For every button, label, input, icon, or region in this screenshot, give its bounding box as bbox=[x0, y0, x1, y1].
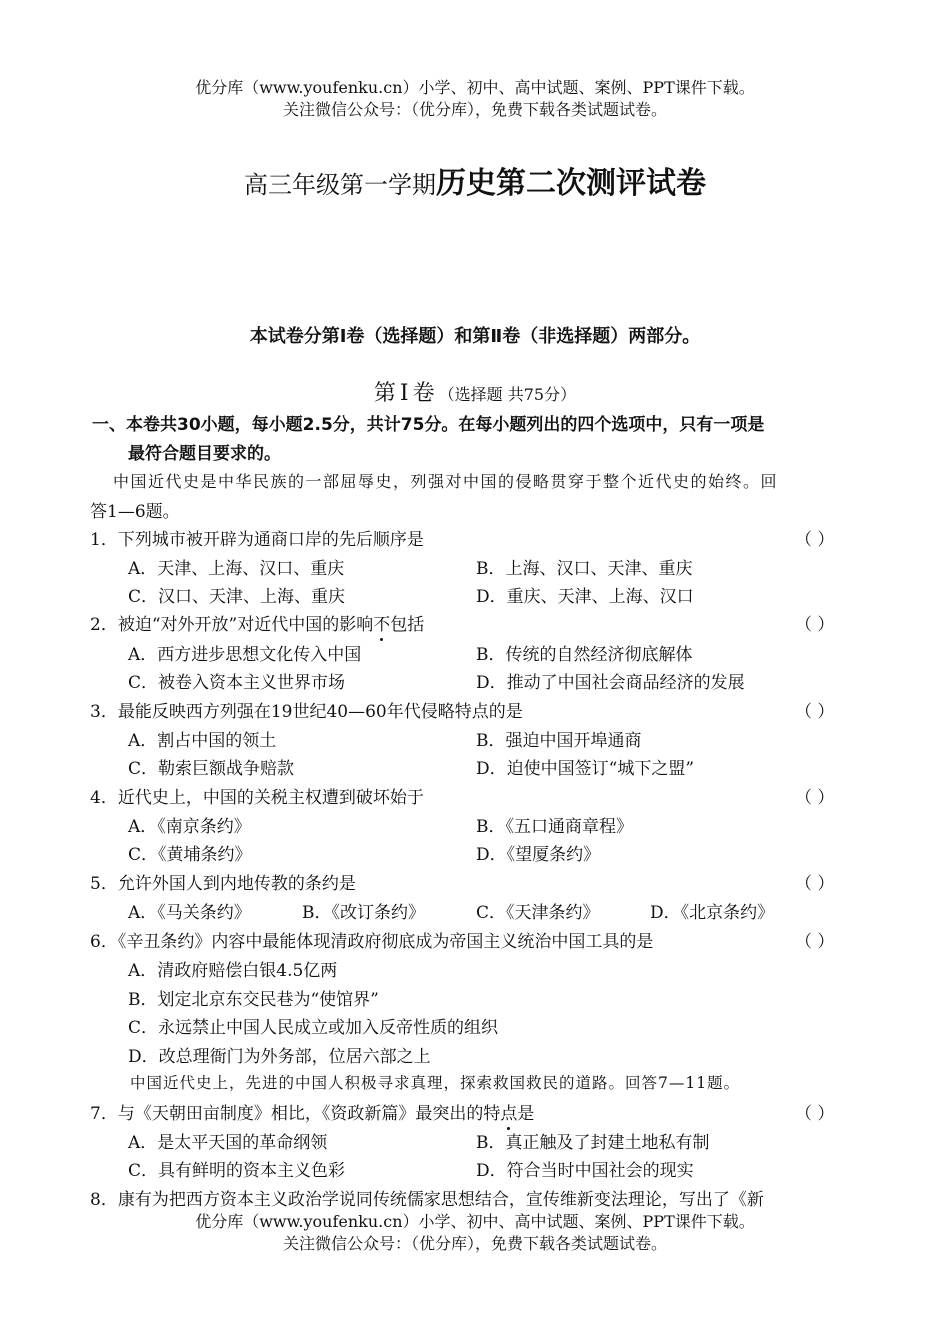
question-2-option-c: C．被卷入资本主义世界市场 bbox=[128, 673, 346, 693]
question-1-option-d: D．重庆、天津、上海、汉口 bbox=[476, 587, 694, 607]
exam-intro: 本试卷分第Ⅰ卷（选择题）和第Ⅱ卷（非选择题）两部分。 bbox=[249, 326, 701, 347]
question-1-option-a: A．天津、上海、汉口、重庆 bbox=[128, 559, 345, 579]
question-7-stem-emphasis: 点 bbox=[500, 1104, 518, 1124]
question-2-stem-before: 2．被迫“对外开放”对近代中国的影响 bbox=[90, 615, 374, 635]
question-1-stem: 1．下列城市被开辟为通商口岸的先后顺序是 bbox=[90, 530, 424, 550]
question-5-answer-blank: （ ） bbox=[795, 874, 835, 894]
question-3-option-c: C．勒索巨额战争赔款 bbox=[128, 759, 295, 779]
question-7-option-b: B．真正触及了封建土地私有制 bbox=[476, 1133, 710, 1153]
question-3-answer-blank: （ ） bbox=[795, 702, 835, 722]
question-6-stem: 6．《辛丑条约》内容中最能体现清政府彻底成为帝国主义统治中国工具的是 bbox=[90, 932, 654, 952]
question-6-answer-blank: （ ） bbox=[795, 932, 835, 952]
footer-line-2: 关注微信公众号：（优分库），免费下载各类试题试卷。 bbox=[282, 1234, 667, 1253]
question-3-option-a: A．割占中国的领土 bbox=[128, 731, 277, 751]
question-7-stem-before: 7．与《天朝田亩制度》相比，《资政新篇》最突出的特 bbox=[90, 1104, 501, 1124]
part-one-title: 第Ⅰ卷 bbox=[373, 381, 439, 406]
part-one-subtitle: （选择题 共75分） bbox=[438, 385, 577, 404]
question-2-stem-emphasis: 不 bbox=[373, 615, 391, 635]
question-5-option-d: D．《北京条约》 bbox=[650, 903, 775, 923]
part-one-heading bbox=[0, 376, 950, 407]
question-2-answer-blank: （ ） bbox=[795, 615, 835, 635]
question-8-stem: 8．康有为把西方资本主义政治学说同传统儒家思想结合，宣传维新变法理论，写出了《新 bbox=[90, 1190, 764, 1210]
passage-1-line-2: 答1—6题。 bbox=[90, 502, 180, 522]
title-part-2: 历史第二次测评试卷 bbox=[436, 166, 706, 201]
question-2-stem bbox=[90, 610, 424, 635]
question-1-option-b: B．上海、汉口、天津、重庆 bbox=[476, 559, 693, 579]
question-6-option-d: D．改总理衙门为外务部，位居六部之上 bbox=[128, 1047, 431, 1067]
question-4-option-a: A．《南京条约》 bbox=[128, 817, 251, 837]
question-2-option-a: A．西方进步思想文化传入中国 bbox=[128, 645, 362, 665]
question-5-option-c: C．《天津条约》 bbox=[476, 903, 600, 923]
passage-1-line-1: 中国近代史是中华民族的一部屈辱史，列强对中国的侵略贯穿于整个近代史的始终。回 bbox=[113, 472, 779, 491]
question-4-option-d: D．《望厦条约》 bbox=[476, 845, 601, 865]
footer-line-1: 优分库（www.youfenku.cn）小学、初中、高中试题、案例、PPT课件下载。 bbox=[195, 1212, 755, 1231]
question-7-option-c: C．具有鲜明的资本主义色彩 bbox=[128, 1161, 346, 1181]
question-7-option-d: D．符合当时中国社会的现实 bbox=[476, 1161, 694, 1181]
question-7-option-a: A．是太平天国的革命纲领 bbox=[128, 1133, 328, 1153]
question-4-option-c: C．《黄埔条约》 bbox=[128, 845, 252, 865]
page-title bbox=[0, 158, 950, 202]
question-4-stem: 4．近代史上，中国的关税主权遭到破坏始于 bbox=[90, 788, 424, 808]
question-6-option-c: C．永远禁止中国人民成立或加入反帝性质的组织 bbox=[128, 1018, 499, 1038]
question-2-option-d: D．推动了中国社会商品经济的发展 bbox=[476, 673, 745, 693]
question-6-option-b: B．划定北京东交民巷为“使馆界” bbox=[128, 990, 379, 1010]
question-5-option-b: B．《改订条约》 bbox=[302, 903, 425, 923]
question-7-answer-blank: （ ） bbox=[795, 1104, 835, 1124]
question-2-stem-after: 包括 bbox=[390, 615, 425, 635]
question-4-answer-blank: （ ） bbox=[795, 788, 835, 808]
question-5-stem: 5．允许外国人到内地传教的条约是 bbox=[90, 874, 356, 894]
question-3-stem: 3．最能反映西方列强在19世纪40—60年代侵略特点的是 bbox=[90, 702, 523, 722]
question-2-option-b: B．传统的自然经济彻底解体 bbox=[476, 645, 693, 665]
question-1-option-c: C．汉口、天津、上海、重庆 bbox=[128, 587, 346, 607]
title-part-1: 高三年级第一学期 bbox=[244, 171, 436, 199]
question-1-answer-blank: （ ） bbox=[795, 530, 835, 550]
header-line-1: 优分库（www.youfenku.cn）小学、初中、高中试题、案例、PPT课件下载。 bbox=[195, 78, 755, 97]
question-3-option-d: D．迫使中国签订“城下之盟” bbox=[476, 759, 695, 779]
question-7-stem-after: 是 bbox=[517, 1104, 535, 1124]
question-5-option-a: A．《马关条约》 bbox=[128, 903, 251, 923]
instruction-line-2: 最符合题目要求的。 bbox=[128, 444, 281, 464]
question-3-option-b: B．强迫中国开埠通商 bbox=[476, 731, 642, 751]
question-6-option-a: A．清政府赔偿白银4.5亿两 bbox=[128, 961, 338, 981]
question-7-stem bbox=[90, 1099, 534, 1124]
instruction-line-1: 一、本卷共30小题，每小题2.5分，共计75分。在每小题列出的四个选项中，只有一项是 bbox=[92, 415, 765, 435]
question-4-option-b: B．《五口通商章程》 bbox=[476, 817, 633, 837]
passage-2: 中国近代史上，先进的中国人积极寻求真理，探索救国救民的道路。回答7—11题。 bbox=[130, 1074, 741, 1092]
header-line-2: 关注微信公众号：（优分库），免费下载各类试题试卷。 bbox=[282, 100, 667, 119]
